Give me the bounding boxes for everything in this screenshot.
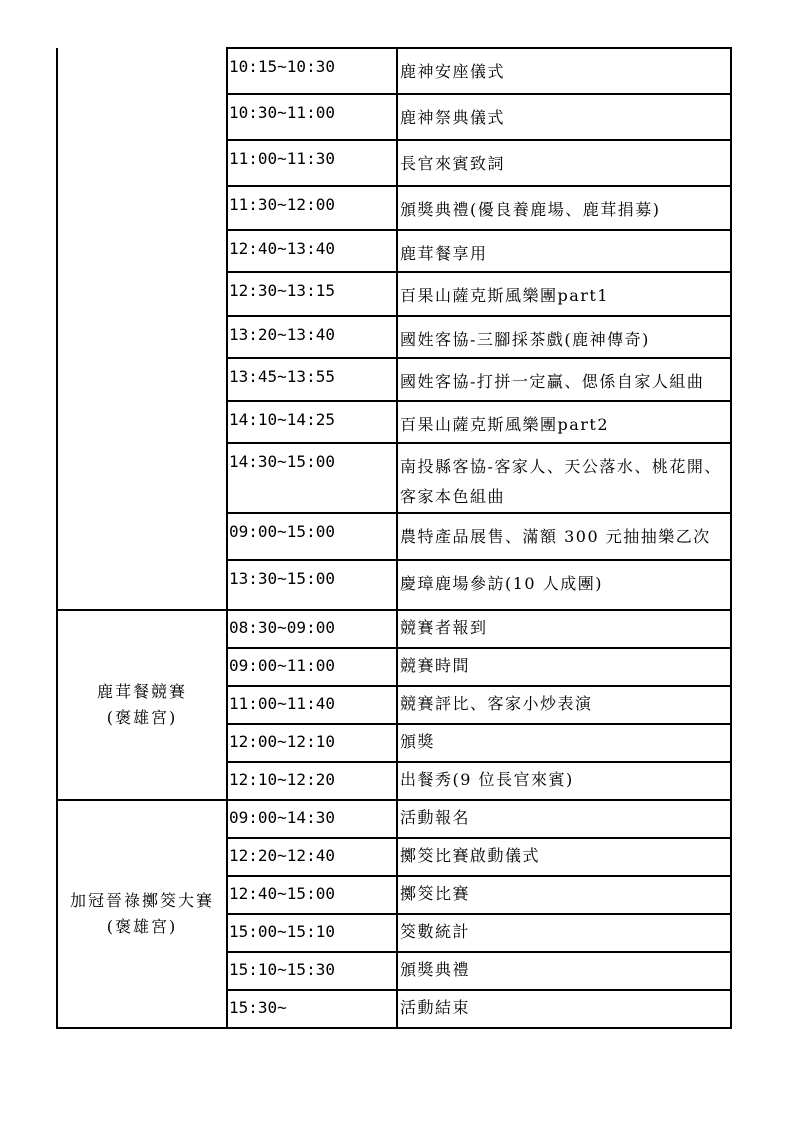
time-cell: 14:10~14:25	[227, 401, 397, 443]
time-cell: 12:10~12:20	[227, 762, 397, 800]
time-cell: 10:30~11:00	[227, 94, 397, 140]
activity-cell: 百果山薩克斯風樂團part1	[397, 272, 731, 316]
event-name: 鹿茸餐競賽	[96, 682, 187, 701]
time-cell: 13:30~15:00	[227, 560, 397, 610]
schedule-body	[57, 48, 731, 1028]
activity-cell: 長官來賓致詞	[397, 140, 731, 186]
activity-cell: 頒獎典禮(優良養鹿場、鹿茸捐募)	[397, 186, 731, 230]
time-cell: 12:00~12:10	[227, 724, 397, 762]
time-cell: 12:30~13:15	[227, 272, 397, 316]
event-venue: (褒雄宮)	[106, 917, 178, 936]
time-cell: 12:40~13:40	[227, 230, 397, 272]
time-cell: 11:00~11:40	[227, 686, 397, 724]
activity-cell: 競賽者報到	[397, 610, 731, 648]
activity-cell: 慶璋鹿場參訪(10 人成團)	[397, 560, 731, 610]
event-cell	[57, 800, 227, 1028]
activity-cell: 筊數統計	[397, 914, 731, 952]
activity-cell: 南投縣客協-客家人、天公落水、桃花開、客家本色組曲	[397, 443, 731, 513]
table-row	[57, 610, 731, 648]
activity-cell: 鹿神祭典儀式	[397, 94, 731, 140]
time-cell: 14:30~15:00	[227, 443, 397, 513]
time-cell: 10:15~10:30	[227, 48, 397, 94]
activity-cell: 鹿神安座儀式	[397, 48, 731, 94]
activity-cell: 出餐秀(9 位長官來賓)	[397, 762, 731, 800]
event-cell	[57, 48, 227, 610]
activity-cell: 競賽時間	[397, 648, 731, 686]
time-cell: 15:00~15:10	[227, 914, 397, 952]
activity-cell: 國姓客協-打拼一定贏、偲係自家人組曲	[397, 358, 731, 401]
activity-cell: 百果山薩克斯風樂團part2	[397, 401, 731, 443]
time-cell: 13:20~13:40	[227, 316, 397, 358]
time-cell: 13:45~13:55	[227, 358, 397, 401]
activity-cell: 活動報名	[397, 800, 731, 838]
time-cell: 09:00~14:30	[227, 800, 397, 838]
time-cell: 15:30~	[227, 990, 397, 1028]
time-cell: 11:00~11:30	[227, 140, 397, 186]
time-cell: 08:30~09:00	[227, 610, 397, 648]
activity-cell: 活動結束	[397, 990, 731, 1028]
time-cell: 12:40~15:00	[227, 876, 397, 914]
time-cell: 11:30~12:00	[227, 186, 397, 230]
activity-cell: 擲筊比賽啟動儀式	[397, 838, 731, 876]
activity-cell: 競賽評比、客家小炒表演	[397, 686, 731, 724]
event-cell	[57, 610, 227, 800]
time-cell: 12:20~12:40	[227, 838, 397, 876]
activity-cell: 國姓客協-三腳採茶戲(鹿神傳奇)	[397, 316, 731, 358]
activity-cell: 頒獎典禮	[397, 952, 731, 990]
event-name: 加冠晉祿擲筊大賽	[69, 891, 214, 910]
time-cell: 09:00~11:00	[227, 648, 397, 686]
table-row	[57, 48, 731, 94]
activity-cell: 擲筊比賽	[397, 876, 731, 914]
time-cell: 15:10~15:30	[227, 952, 397, 990]
event-venue: (褒雄宮)	[106, 708, 178, 727]
schedule-table	[56, 47, 732, 1029]
table-row	[57, 800, 731, 838]
time-cell: 09:00~15:00	[227, 513, 397, 560]
activity-cell: 鹿茸餐享用	[397, 230, 731, 272]
activity-cell: 頒獎	[397, 724, 731, 762]
activity-cell: 農特產品展售、滿額 300 元抽抽樂乙次	[397, 513, 731, 560]
